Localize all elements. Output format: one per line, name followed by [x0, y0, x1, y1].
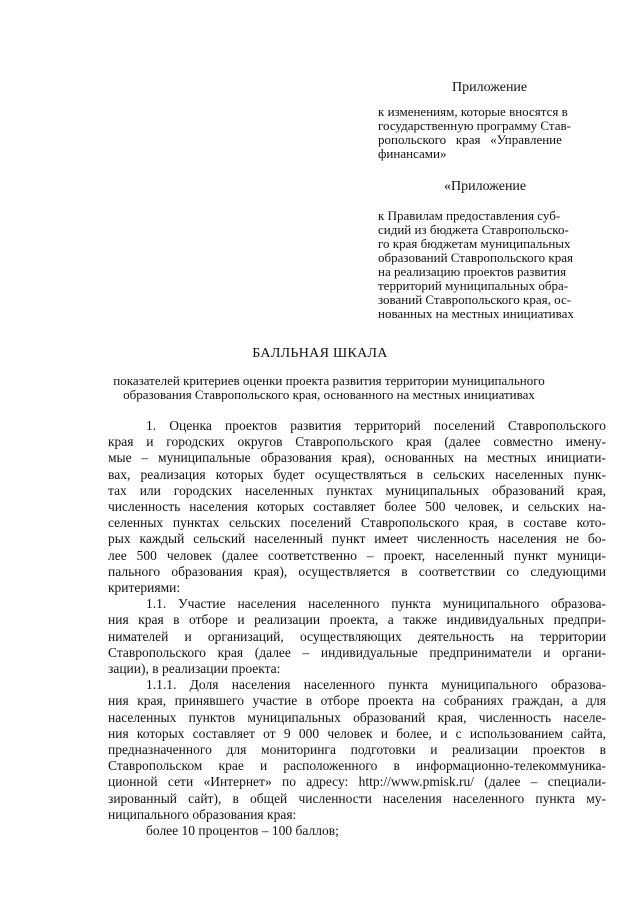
- appendix-title: Приложение: [452, 80, 528, 95]
- inner-appendix-line: к Правилам предоставления суб-: [378, 208, 561, 223]
- inner-appendix-line: сидий из бюджета Ставропольско-: [378, 222, 569, 237]
- body-line: пального образования края), осуществляется в соответствии со следующими: [108, 563, 606, 579]
- inner-appendix-reference: [378, 209, 606, 321]
- body-line: 1. Оценка проектов развития территорий поселений Ставропольского: [146, 418, 606, 433]
- body-line: Ставропольского края (далее – индивидуальные предприниматели и органи-: [108, 644, 606, 660]
- body-line: рых каждый сельский населенный пункт имеет численность населения не бо-: [108, 531, 606, 547]
- body-line: 1.1.1. Доля населения населенного пункта муниципального образова-: [146, 677, 606, 693]
- appendix-line: финансами»: [378, 146, 447, 161]
- inner-appendix-line: зований Ставропольского края, ос-: [378, 292, 572, 307]
- inner-appendix-line: образований Ставропольского края: [378, 250, 573, 265]
- body-line: нимателей и организаций, осуществляющих деятельность на территории: [108, 628, 606, 644]
- body-line: ционной сети «Интернет» по адресу: http://www.pmisk.ru/ (далее – специали-: [108, 774, 606, 790]
- document-subtitle: [84, 374, 574, 402]
- body-line: численность населения которых составляет более 500 человек, и сельских на-: [108, 499, 606, 515]
- body-line: зированный сайт), в общей численности населения населенного пункта му-: [108, 790, 606, 806]
- body-line: лее 500 человек (далее соответственно – проект, населенный пункт муници-: [108, 547, 606, 563]
- body-line: края и городских округов Ставропольского края (далее совместно имену-: [108, 434, 606, 450]
- body-line: ния которых составляет от 9 000 человек и более, и с использованием сайта,: [108, 725, 606, 741]
- body-line: мые – муниципальные образования края), основанных на местных инициати-: [108, 450, 606, 466]
- inner-appendix-line: на реализацию проектов развития: [378, 264, 567, 279]
- inner-appendix-title: «Приложение: [444, 179, 527, 194]
- body-line: критериями:: [108, 580, 181, 596]
- body-line: селенных пунктах сельских поселений Ставропольского края, в составе кото-: [108, 515, 606, 531]
- body-line: ния края, принявшего участие в отборе проекта на собраниях граждан, а для: [108, 693, 606, 709]
- appendix-line: ропольского края «Управление: [378, 132, 562, 147]
- appendix-line: к изменениям, которые вносятся в: [378, 104, 568, 119]
- appendix-reference: [378, 105, 606, 161]
- body-line: тах или городских населенных пунктах муниципальных образований края,: [108, 482, 606, 498]
- inner-appendix-line: го края бюджетам муниципальных: [378, 236, 571, 251]
- document-title: БАЛЛЬНАЯ ШКАЛА: [252, 346, 388, 361]
- body-line: ния края в отборе и реализации проекта, а также индивидуальных предпри-: [108, 612, 606, 628]
- body-line: ниципального образования края:: [108, 806, 297, 822]
- inner-appendix-line: нованных на местных инициативах: [378, 306, 574, 321]
- body-line: населенных пунктов муниципальных образований края, численность населе-: [108, 709, 606, 725]
- body-line: более 10 процентов – 100 баллов;: [146, 823, 339, 839]
- body-line: вах, реализация которых будет осуществляться в сельских населенных пунк-: [108, 466, 606, 482]
- body-line: Ставропольском крае и расположенного в информационно-телекоммуника-: [108, 758, 606, 774]
- subtitle-line: показателей критериев оценки проекта развития территории муниципального: [113, 373, 545, 388]
- inner-appendix-line: территорий муниципальных обра-: [378, 278, 569, 293]
- body-line: 1.1. Участие населения населенного пункта муниципального образова-: [146, 596, 606, 612]
- appendix-line: государственную программу Став-: [378, 118, 571, 133]
- document-body: [108, 418, 606, 839]
- body-line: предназначенного для мониторинга подготовки и реализации проектов в: [108, 742, 606, 758]
- body-line: зации), в реализации проекта:: [108, 661, 281, 677]
- subtitle-line: образования Ставропольского края, основанного на местных инициативах: [123, 387, 535, 402]
